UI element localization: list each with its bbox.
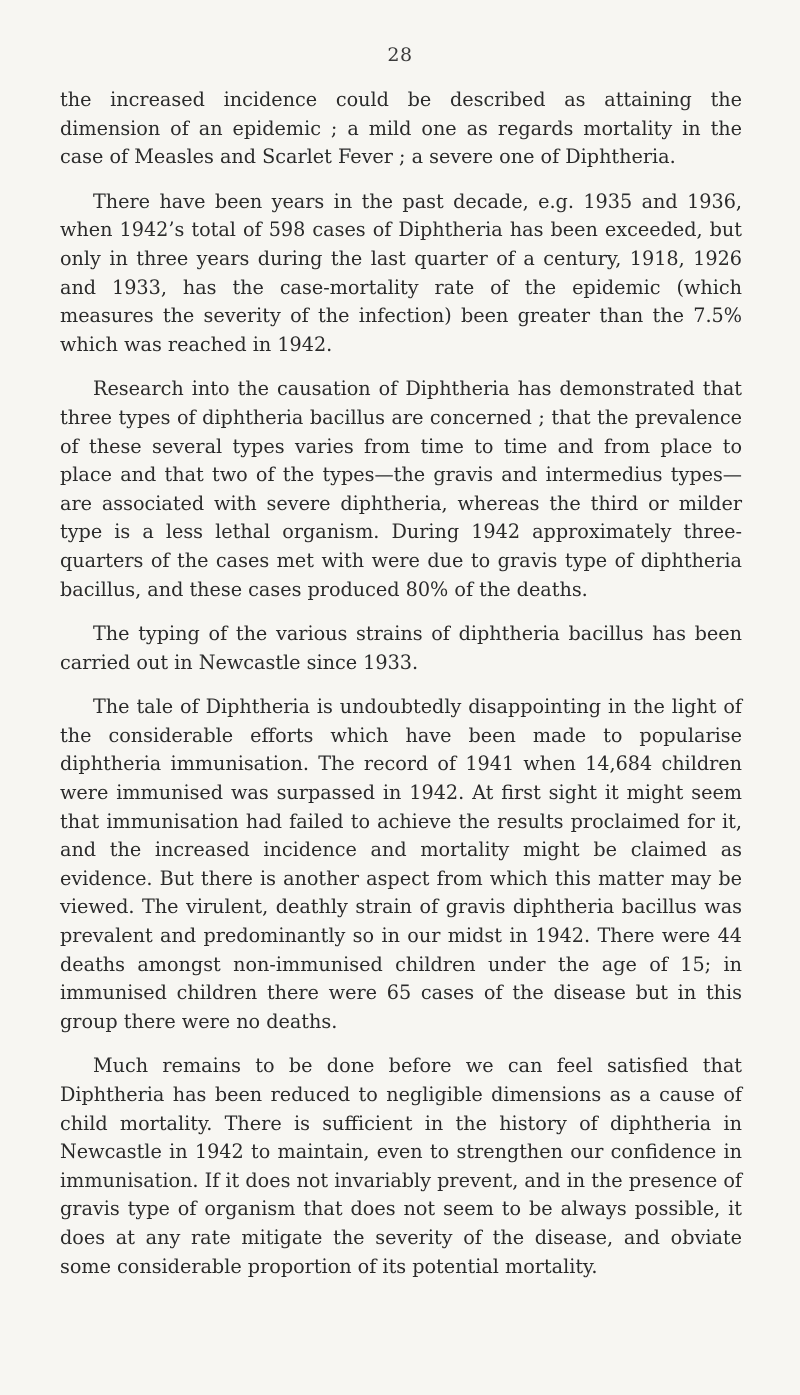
paragraph-much-remains: Much remains to be done before we can feel satisfied that Diphtheria has been reduced to negligible dimensions as a cause of child mortality. There is sufficient in the history of diphtheria in Newcastle in 1942 to maintain, even to strengthen our confidence in immunisation. If it does not invariably prevent, and in the presence of gravis type of organism that does not seem to be always possible, it does at any rate mitigate the severity of the disease, and obviate some considerable proportion of its potential mortality. bbox=[60, 1054, 742, 1278]
paragraph-epidemic-continuation: the increased incidence could be described as attaining the dimension of an epidemic ; a mild one as regards mortality in the case of Measles and Scarlet Fever ; a severe one of Diphtheria. bbox=[60, 88, 742, 169]
paragraph-typing-strains: The typing of the various strains of diphtheria bacillus has been carried out in Newcastle since 1933. bbox=[60, 622, 742, 674]
paragraph-research-causation: Research into the causation of Diphtheria has demonstrated that three types of diphtheria bacillus are concerned ; that the prevalence of these several types varies from time to time and from place to place and that two of the types—the gravis and intermedius types—are associated with severe diphtheria, whereas the third or milder type is a less lethal organism. During 1942 approximately three-quarters of the cases met with were due to gravis type of diphtheria bacillus, and these cases produced 80% of the deaths. bbox=[60, 377, 742, 601]
body-text bbox=[60, 86, 742, 1297]
paragraph-case-mortality: There have been years in the past decade, e.g. 1935 and 1936, when 1942’s total of 598 cases of Diphtheria has been exceeded, but only in three years during the last quarter of a century, 1918, 1926 and 1933, has the case-mortality rate of the epidemic (which measures the severity of the infection) been greater than the 7.5% which was reached in 1942. bbox=[60, 189, 742, 356]
paragraph-immunisation-tale: The tale of Diphtheria is undoubtedly disappointing in the light of the considerable efforts which have been made to popularise diphtheria immunisation. The record of 1941 when 14,684 children were immunised was surpassed in 1942. At first sight it might seem that immunisation had failed to achieve the results proclaimed for it, and the increased incidence and mortality might be claimed as evidence. But there is another aspect from which this matter may be viewed. The virulent, deathly strain of gravis diphtheria bacillus was prevalent and predominantly so in our midst in 1942. There were 44 deaths amongst non-immunised children under the age of 15; in immunised children there were 65 cases of the disease but in this group there were no deaths. bbox=[60, 695, 742, 1033]
page-number: 28 bbox=[387, 44, 413, 66]
